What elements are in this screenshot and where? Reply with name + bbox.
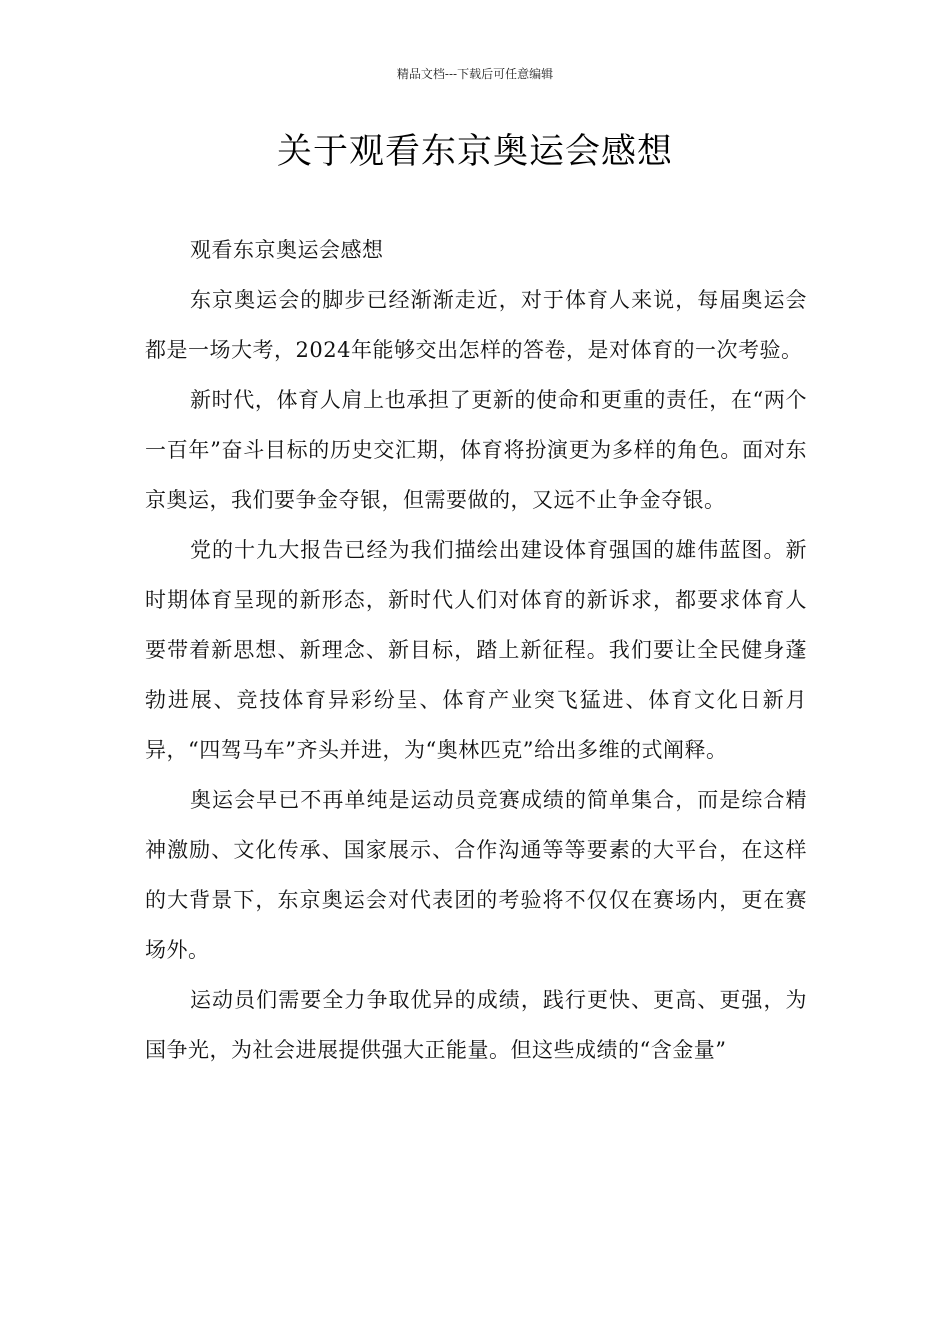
paragraph: 党的十九大报告已经为我们描绘出建设体育强国的雄伟蓝图。新时期体育呈现的新形态，新时代人们对体育的新诉求，都要求体育人要带着新思想、新理念、新目标，踏上新征程。我们要让全民健身蓬勃进展、竞技体育异彩纷呈、体育产业突飞猛进、体育文化日新月异，“四驾马车”齐头并进，为“奥林匹克”给出多维的式阐释。	[145, 538, 807, 762]
paragraph: 奥运会早已不再单纯是运动员竞赛成绩的简单集合，而是综合精神激励、文化传承、国家展示、合作沟通等等要素的大平台，在这样的大背景下，东京奥运会对代表团的考验将不仅仅在赛场内，更在赛场外。	[145, 788, 807, 962]
paragraph: 新时代，体育人肩上也承担了更新的使命和更重的责任，在“两个一百年”奋斗目标的历史交汇期，体育将扮演更为多样的角色。面对东京奥运，我们要争金夺银，但需要做的，又远不止争金夺银。	[145, 388, 807, 512]
paragraph: 运动员们需要全力争取优异的成绩，践行更快、更高、更强，为国争光，为社会进展提供强大正能量。但这些成绩的“含金量”	[145, 988, 807, 1062]
paragraph: 东京奥运会的脚步已经渐渐走近，对于体育人来说，每届奥运会都是一场大考，2024年能够交出怎样的答卷，是对体育的一次考验。	[145, 288, 807, 362]
document-body	[145, 225, 807, 1075]
header-note: 精品文档---下载后可任意编辑	[396, 67, 554, 81]
paragraph: 观看东京奥运会感想	[190, 238, 384, 262]
document-title: 关于观看东京奥运会感想	[276, 132, 673, 172]
